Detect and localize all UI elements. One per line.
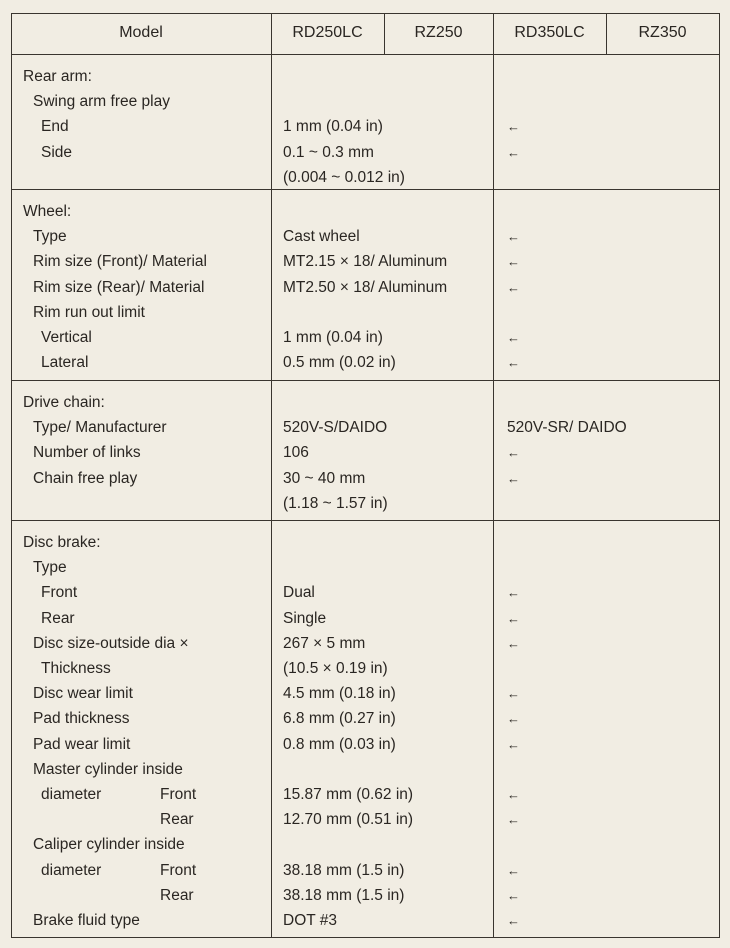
spec-label: Master cylinder inside <box>33 760 183 778</box>
spec-label: Vertical <box>41 329 92 346</box>
spec-value-250: DOT #3 <box>283 912 337 929</box>
header-rz350: RZ350 <box>638 24 687 41</box>
spec-value-350: ← <box>507 812 520 828</box>
spec-label: Disc wear limit <box>33 685 133 703</box>
spec-sublabel: Front <box>160 861 197 879</box>
spec-value-350: ← <box>507 119 520 135</box>
column-divider <box>493 13 494 938</box>
spec-label: Thickness <box>41 660 111 677</box>
header-rz250: RZ250 <box>414 24 463 41</box>
spec-value-350: ← <box>507 787 520 802</box>
table-rule <box>11 380 720 381</box>
spec-label: Lateral <box>41 354 89 372</box>
spec-value-350: ← <box>507 279 520 295</box>
spec-label: Type <box>33 559 67 577</box>
spec-value-350: ← <box>507 913 520 928</box>
header-rd250lc: RD250LC <box>292 24 363 41</box>
spec-label: Disc brake: <box>23 534 101 551</box>
spec-value-250: 1 mm (0.04 in) <box>283 329 383 346</box>
spec-label: diameter <box>41 786 102 803</box>
spec-label: Pad thickness <box>33 710 130 728</box>
header-model: Model <box>119 24 163 41</box>
spec-value-350: ← <box>507 470 520 486</box>
spec-value-250: 38.18 mm (1.5 in) <box>283 886 405 904</box>
column-divider <box>719 13 720 938</box>
spec-label: Rim run out limit <box>33 303 145 321</box>
spec-label: Type <box>33 228 67 246</box>
spec-label: Number of links <box>33 444 141 462</box>
spec-label: Rear arm: <box>23 68 92 85</box>
table-rule <box>11 937 720 938</box>
spec-value-250: 0.8 mm (0.03 in) <box>283 735 396 753</box>
spec-value-350: 520V-SR/ DAIDO <box>507 419 627 437</box>
spec-label: Rim size (Front)/ Material <box>33 253 207 271</box>
spec-value-250: (1.18 ~ 1.57 in) <box>283 494 388 512</box>
spec-value-350: ← <box>507 862 520 878</box>
spec-value-350: ← <box>507 330 520 345</box>
spec-value-250: 520V-S/DAIDO <box>283 419 388 437</box>
spec-value-250: 106 <box>283 444 309 462</box>
spec-value-250: 15.87 mm (0.62 in) <box>283 786 414 803</box>
column-divider <box>271 13 272 938</box>
table-rule <box>11 54 720 55</box>
spec-label: Drive chain: <box>23 394 105 411</box>
spec-label: Rear <box>41 609 75 627</box>
spec-label: Side <box>41 143 73 161</box>
spec-value-350: ← <box>507 229 520 245</box>
spec-value-250: (0.004 ~ 0.012 in) <box>283 168 405 186</box>
spec-value-250: 4.5 mm (0.18 in) <box>283 685 396 703</box>
spec-label: Brake fluid type <box>33 912 140 929</box>
spec-value-250: Cast wheel <box>283 228 360 246</box>
spec-value-350: ← <box>507 254 520 270</box>
spec-value-250: MT2.50 × 18/ Aluminum <box>283 278 448 296</box>
spec-value-350: ← <box>507 887 520 903</box>
spec-label: Chain free play <box>33 469 138 487</box>
spec-label: Swing arm free play <box>33 93 170 111</box>
spec-label: Pad wear limit <box>33 735 131 753</box>
spec-value-350: ← <box>507 585 520 601</box>
spec-value-250: MT2.15 × 18/ Aluminum <box>283 253 448 271</box>
column-divider <box>11 13 12 938</box>
spec-value-250: 6.8 mm (0.27 in) <box>283 710 396 728</box>
spec-label: Rim size (Rear)/ Material <box>33 278 205 296</box>
spec-value-350: ← <box>507 445 520 461</box>
spec-value-250: 0.5 mm (0.02 in) <box>283 354 396 372</box>
spec-value-250: (10.5 × 0.19 in) <box>283 660 388 677</box>
spec-value-350: ← <box>507 736 520 752</box>
spec-value-350: ← <box>507 635 520 651</box>
spec-label: Type/ Manufacturer <box>33 419 167 437</box>
spec-label: Caliper cylinder inside <box>33 836 185 854</box>
spec-label: End <box>41 118 69 136</box>
header-rd350lc: RD350LC <box>514 24 585 41</box>
spec-value-250: Dual <box>283 584 315 602</box>
spec-value-350: ← <box>507 711 520 727</box>
spec-value-250: 267 × 5 mm <box>283 634 366 652</box>
table-rule <box>11 13 720 14</box>
table-rule <box>11 520 720 521</box>
spec-value-250: 12.70 mm (0.51 in) <box>283 811 414 829</box>
spec-sublabel: Rear <box>160 886 194 904</box>
spec-sublabel: Front <box>160 786 197 803</box>
spec-label: Wheel: <box>23 203 72 220</box>
spec-value-250: 38.18 mm (1.5 in) <box>283 861 405 879</box>
spec-value-350: ← <box>507 144 520 160</box>
spec-value-350: ← <box>507 355 520 371</box>
spec-value-350: ← <box>507 610 520 626</box>
spec-value-350: ← <box>507 686 520 702</box>
spec-label: Disc size-outside dia × <box>33 634 189 652</box>
spec-value-250: 0.1 ~ 0.3 mm <box>283 143 374 161</box>
spec-value-250: 30 ~ 40 mm <box>283 469 366 487</box>
spec-sublabel: Rear <box>160 811 194 829</box>
spec-label: diameter <box>41 861 102 879</box>
spec-value-250: Single <box>283 609 327 627</box>
spec-label: Front <box>41 584 78 602</box>
spec-value-250: 1 mm (0.04 in) <box>283 118 383 136</box>
